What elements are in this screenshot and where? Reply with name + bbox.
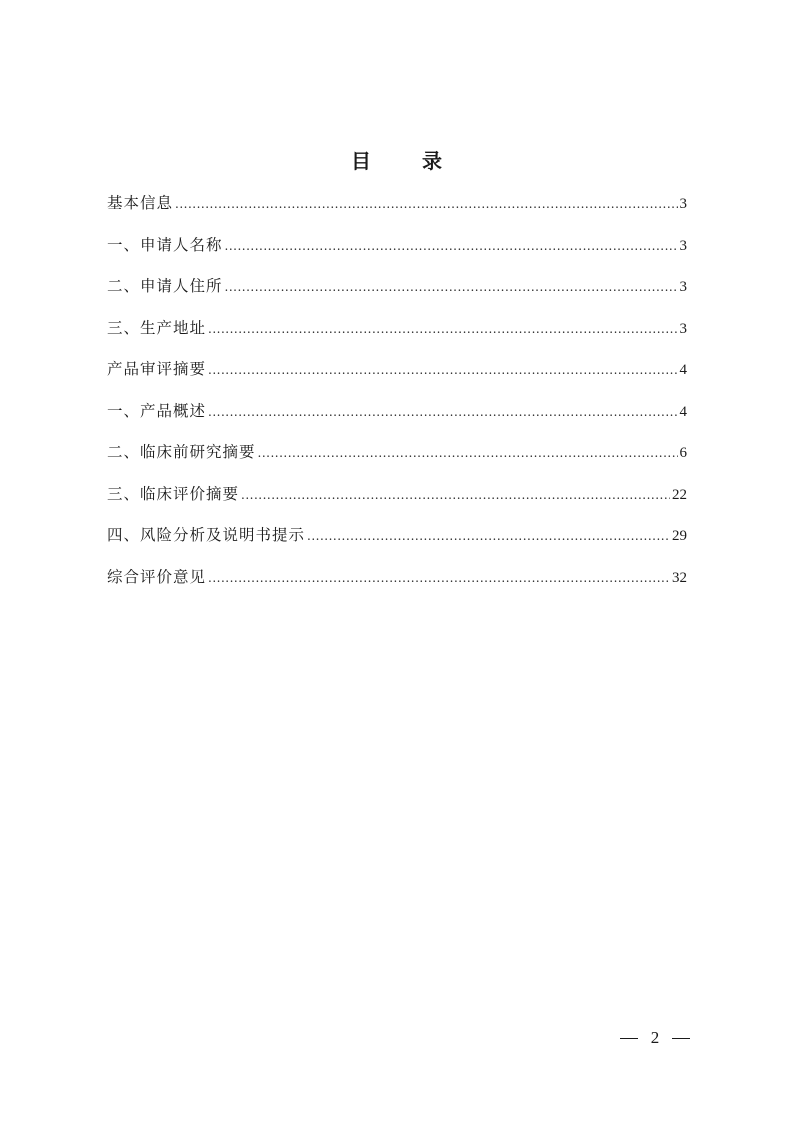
toc-entry-overall-opinion[interactable] <box>107 564 687 606</box>
toc-entry-clinical-evaluation[interactable] <box>107 481 687 523</box>
toc-entry-page: 6 <box>679 445 687 461</box>
toc-entry-page: 3 <box>679 196 687 212</box>
toc-entry-applicant-name[interactable] <box>107 232 687 274</box>
toc-entry-product-overview[interactable] <box>107 398 687 440</box>
toc-dot-leader <box>208 565 670 591</box>
footer-dash-left <box>620 1038 638 1039</box>
page-number: 2 <box>650 1028 660 1047</box>
toc-entry-production-address[interactable] <box>107 315 687 357</box>
toc-entry-label: 三、生产地址 <box>107 318 207 337</box>
toc-entry-applicant-address[interactable] <box>107 273 687 315</box>
footer-dash-right <box>672 1038 690 1039</box>
toc-list <box>107 190 687 605</box>
toc-entry-label: 二、申请人住所 <box>107 277 223 295</box>
toc-entry-page: 32 <box>672 569 687 586</box>
toc-entry-label: 一、申请人名称 <box>107 235 223 254</box>
toc-dot-leader <box>175 191 677 217</box>
toc-entry-preclinical-summary[interactable] <box>107 439 687 481</box>
toc-title: 目 录 <box>351 149 464 173</box>
toc-dot-leader <box>307 523 670 549</box>
toc-dot-leader <box>208 399 677 425</box>
page-footer <box>620 1028 690 1048</box>
toc-entry-page: 3 <box>679 279 687 295</box>
toc-entry-risk-analysis[interactable] <box>107 522 687 564</box>
toc-entry-page: 29 <box>672 528 687 544</box>
toc-entry-page: 3 <box>679 237 687 254</box>
toc-dot-leader <box>208 357 677 383</box>
toc-entry-page: 4 <box>679 403 687 420</box>
toc-dot-leader <box>241 482 670 508</box>
toc-entry-page: 3 <box>679 320 687 337</box>
toc-entry-label: 综合评价意见 <box>107 567 207 586</box>
toc-entry-basic-info[interactable] <box>107 190 687 232</box>
toc-entry-review-summary[interactable] <box>107 356 687 398</box>
toc-entry-page: 22 <box>672 486 687 503</box>
toc-entry-label: 基本信息 <box>107 194 174 212</box>
toc-entry-label: 产品审评摘要 <box>107 360 207 378</box>
toc-dot-leader <box>258 440 678 466</box>
toc-dot-leader <box>225 274 678 300</box>
toc-entry-label: 二、临床前研究摘要 <box>107 443 256 461</box>
toc-entry-page: 4 <box>679 362 687 378</box>
toc-entry-label: 一、产品概述 <box>107 401 207 420</box>
toc-dot-leader <box>225 233 678 259</box>
toc-entry-label: 四、风险分析及说明书提示 <box>107 526 306 544</box>
toc-entry-label: 三、临床评价摘要 <box>107 484 240 503</box>
toc-dot-leader <box>208 316 677 342</box>
